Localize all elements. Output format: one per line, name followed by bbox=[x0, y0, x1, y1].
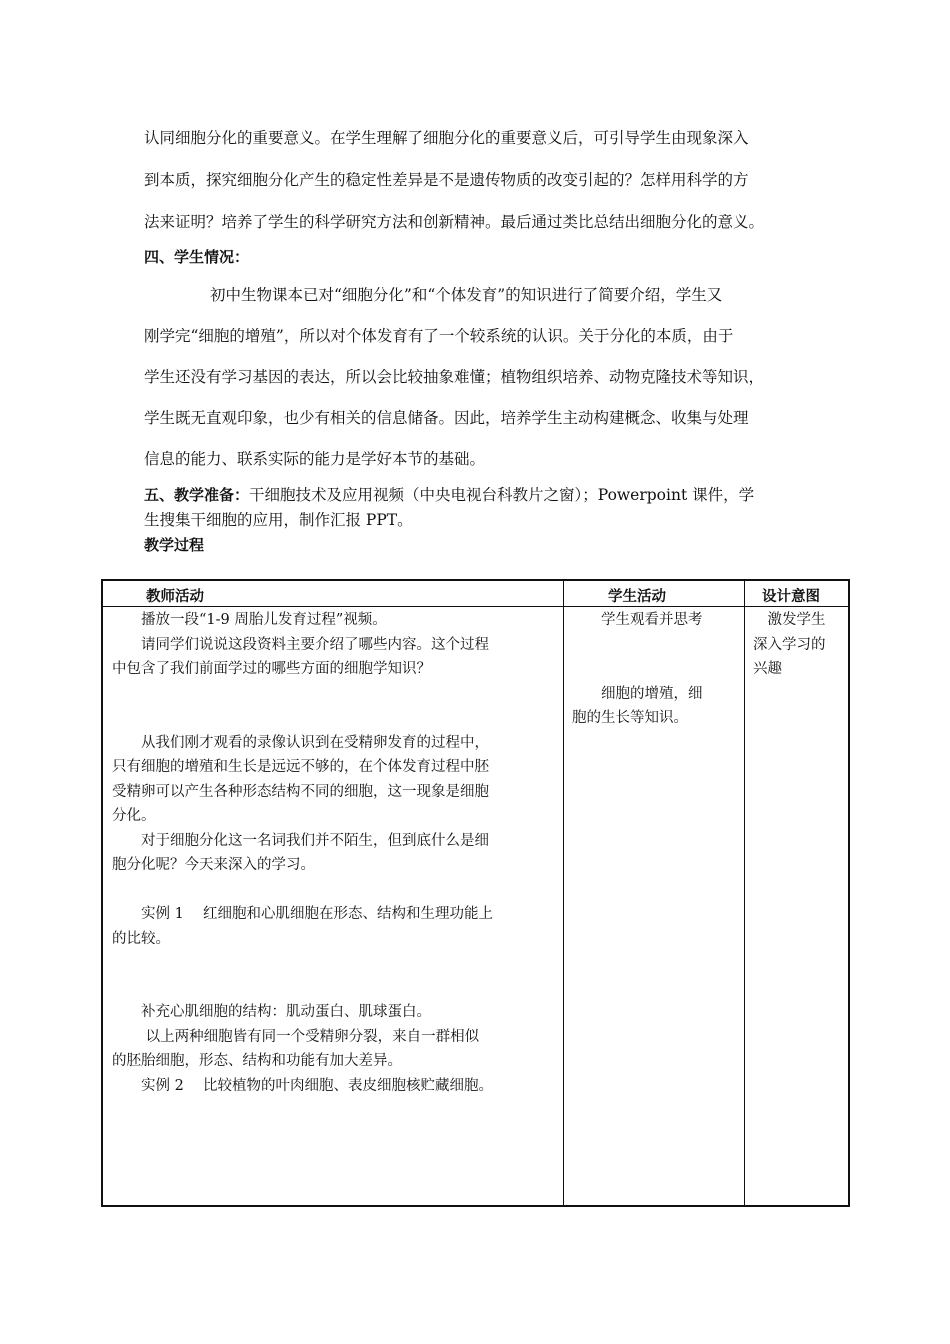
teacher-activity-cell bbox=[112, 608, 557, 1098]
teacher-activity-line: 对于细胞分化这一名词我们并不陌生，但到底什么是细 bbox=[112, 832, 489, 849]
lesson-process-table bbox=[101, 579, 850, 1207]
section4-line-3: 学生还没有学习基因的表达，所以会比较抽象难懂；植物组织培养、动物克隆技术等知识， bbox=[144, 368, 765, 386]
teacher-activity-line: 的比较。 bbox=[112, 930, 170, 947]
design-intent-cell bbox=[753, 608, 845, 682]
teacher-activity-line: 补充心肌细胞的结构：肌动蛋白、肌球蛋白。 bbox=[112, 1004, 431, 1020]
intro-line-1: 认同细胞分化的重要意义。在学生理解了细胞分化的重要意义后，可引导学生由现象深入 bbox=[144, 129, 749, 147]
teacher-activity-line: 的胚胎细胞，形态、结构和功能有加大差异。 bbox=[112, 1053, 402, 1069]
teacher-activity-line bbox=[112, 976, 557, 1001]
header-student-activity: 学生活动 bbox=[608, 589, 666, 605]
header-design-intent: 设计意图 bbox=[762, 589, 820, 605]
header-teacher-activity: 教师活动 bbox=[146, 589, 204, 605]
student-activity-line: 胞的生长等知识。 bbox=[572, 710, 688, 726]
intro-line-3: 法来证明？培养了学生的科学研究方法和创新精神。最后通过类比总结出细胞分化的意义。 bbox=[144, 213, 765, 231]
section4-line-1: 初中生物课本已对“细胞分化”和“个体发育”的知识进行了简要介绍，学生又 bbox=[210, 286, 723, 304]
process-heading: 教学过程 bbox=[144, 536, 205, 554]
student-activity-line: 学生观看并思考 bbox=[572, 612, 703, 628]
section5-text-1: 干细胞技术及应用视频（中央电视台科教片之窗）；Powerpoint 课件，学 bbox=[249, 486, 755, 504]
section5-heading: 五、教学准备： bbox=[144, 486, 250, 504]
teacher-activity-line: 实例 1 红细胞和心肌细胞在形态、结构和生理功能上 bbox=[112, 906, 493, 922]
section4-heading: 四、学生情况： bbox=[144, 248, 250, 266]
teacher-activity-line: 胞分化呢？今天来深入的学习。 bbox=[112, 857, 315, 873]
teacher-activity-line: 中包含了我们前面学过的哪些方面的细胞学知识？ bbox=[112, 661, 431, 677]
design-intent-line: 激发学生 bbox=[753, 612, 826, 628]
intro-line-2: 到本质，探究细胞分化产生的稳定性差异是不是遗传物质的改变引起的？怎样用科学的方 bbox=[144, 171, 749, 189]
teacher-activity-line: 分化。 bbox=[112, 808, 156, 824]
section4-line-2: 刚学完“细胞的增殖”，所以对个体发育有了一个较系统的认识。关于分化的本质，由于 bbox=[144, 327, 734, 345]
teacher-activity-line: 播放一段“1-9 周胎儿发育过程”视频。 bbox=[112, 612, 387, 628]
design-intent-line: 兴趣 bbox=[753, 661, 782, 677]
teacher-activity-line bbox=[112, 706, 557, 731]
teacher-activity-line: 从我们刚才观看的录像认识到在受精卵发育的过程中， bbox=[112, 734, 489, 751]
header-divider bbox=[103, 606, 848, 607]
column-divider-2 bbox=[744, 581, 745, 1205]
student-activity-line: 细胞的增殖，细 bbox=[572, 685, 703, 702]
teacher-activity-line bbox=[112, 878, 557, 903]
section4-line-5: 信息的能力、联系实际的能力是学好本节的基础。 bbox=[144, 450, 486, 468]
student-activity-line bbox=[572, 657, 740, 682]
student-activity-cell bbox=[572, 608, 740, 731]
teacher-activity-line: 以上两种细胞皆有同一个受精卵分裂，来自一群相似 bbox=[112, 1028, 480, 1045]
teacher-activity-line: 受精卵可以产生各种形态结构不同的细胞，这一现象是细胞 bbox=[112, 783, 489, 800]
column-divider-1 bbox=[563, 581, 564, 1205]
design-intent-line: 深入学习的 bbox=[753, 636, 826, 653]
student-activity-line bbox=[572, 633, 740, 658]
teacher-activity-line bbox=[112, 682, 557, 707]
teacher-activity-line: 请同学们说说这段资料主要介绍了哪些内容。这个过程 bbox=[112, 636, 489, 653]
teacher-activity-line bbox=[112, 951, 557, 976]
section5-line-1 bbox=[144, 483, 754, 505]
teacher-activity-line: 实例 2 比较植物的叶肉细胞、表皮细胞核贮藏细胞。 bbox=[112, 1077, 493, 1094]
section5-line-2: 生搜集干细胞的应用，制作汇报 PPT。 bbox=[144, 511, 413, 529]
section4-line-4: 学生既无直观印象，也少有相关的信息储备。因此，培养学生主动构建概念、收集与处理 bbox=[144, 409, 749, 427]
teacher-activity-line: 只有细胞的增殖和生长是远远不够的，在个体发育过程中胚 bbox=[112, 759, 489, 775]
